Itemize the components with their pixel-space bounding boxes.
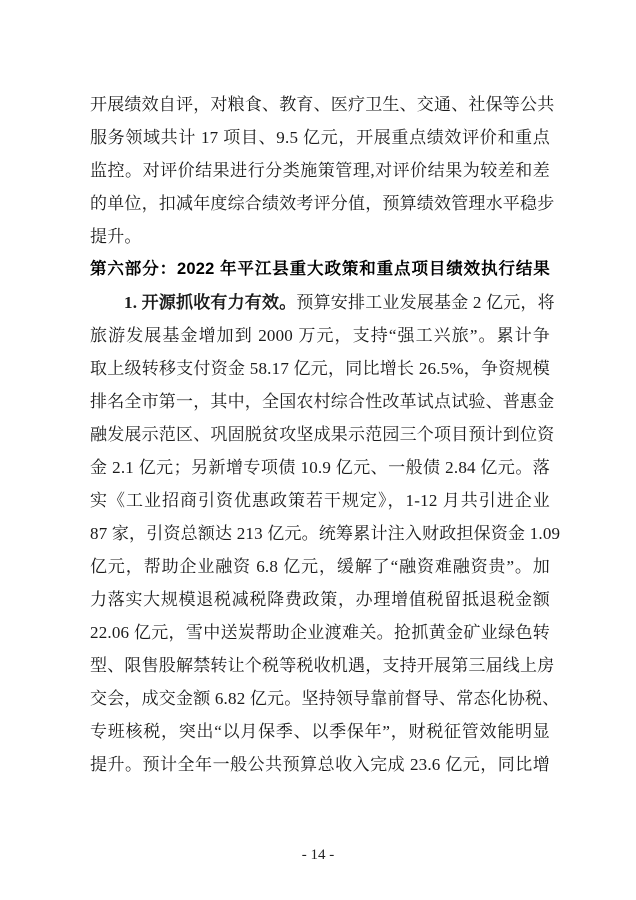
text-line	[90, 88, 555, 121]
text-segment: 87 家，引资总额达 213 亿元。统筹累计注入财政担保资金 1.09	[90, 524, 561, 543]
document-body	[90, 88, 561, 781]
text-segment: 力落实大规模退税减税降费政策，办理增值税留抵退税金额	[90, 590, 550, 609]
text-line	[90, 649, 555, 682]
page-number: - 14 -	[301, 847, 335, 863]
text-segment: 亿元，帮助企业融资 6.8 亿元，缓解了“融资难融资贵”。加	[90, 557, 550, 576]
text-line	[90, 583, 550, 616]
text-segment: 交会，成交金额 6.82 亿元。坚持领导靠前督导、常态化协税、	[90, 689, 560, 708]
text-segment: 监控。对评价结果进行分类施策管理,对评价结果为较差和差	[90, 161, 550, 180]
text-segment: 提升。	[90, 227, 142, 246]
text-segment: 提升。预计全年一般公共预算总收入完成 23.6 亿元，同比增	[90, 755, 550, 774]
text-segment: 1. 开源抓收有力有效。	[124, 293, 297, 312]
text-line	[90, 286, 555, 319]
text-line	[90, 154, 550, 187]
text-line	[90, 187, 555, 220]
text-segment: 旅游发展基金增加到 2000 万元，支持“强工兴旅”。累计争	[90, 326, 550, 345]
text-segment: 的单位，扣减年度综合绩效考评分值，预算绩效管理水平稳步	[90, 194, 555, 213]
text-segment: 型、限售股解禁转让个税等税收机遇，支持开展第三届线上房	[90, 656, 555, 675]
text-line	[90, 748, 550, 781]
text-segment: 22.06 亿元，雪中送炭帮助企业渡难关。抢抓黄金矿业绿色转	[90, 623, 550, 642]
text-line	[90, 385, 555, 418]
text-line	[90, 418, 555, 451]
section-heading	[90, 253, 550, 286]
text-segment: 第六部分：2022 年平江县重大政策和重点项目绩效执行结果	[90, 260, 550, 278]
text-segment: 服务领域共计 17 项目、9.5 亿元，开展重点绩效评价和重点	[90, 128, 550, 147]
text-segment: 取上级转移支付资金 58.17 亿元，同比增长 26.5%，争资规模	[90, 359, 550, 378]
text-segment: 融发展示范区、巩固脱贫攻坚成果示范园三个项目预计到位资	[90, 425, 555, 444]
text-segment: 开展绩效自评，对粮食、教育、医疗卫生、交通、社保等公共	[90, 95, 555, 114]
text-line	[90, 484, 550, 517]
text-segment: 排名全市第一，其中，全国农村综合性改革试点试验、普惠金	[90, 392, 555, 411]
text-line	[90, 715, 550, 748]
text-line	[90, 121, 550, 154]
text-segment: 预算安排工业发展基金 2 亿元，将	[296, 293, 555, 312]
text-segment: 金 2.1 亿元；另新增专项债 10.9 亿元、一般债 2.84 亿元。落	[90, 458, 550, 477]
text-line	[90, 517, 561, 550]
text-line	[90, 451, 550, 484]
text-segment: 专班核税，突出“以月保季、以季保年”，财税征管效能明显	[90, 722, 550, 741]
text-line	[90, 319, 550, 352]
text-line	[90, 352, 550, 385]
text-line	[90, 220, 550, 253]
text-line	[90, 616, 550, 649]
text-line	[90, 682, 560, 715]
text-line	[90, 550, 550, 583]
text-segment: 实《工业招商引资优惠政策若干规定》，1-12 月共引进企业	[90, 491, 550, 510]
